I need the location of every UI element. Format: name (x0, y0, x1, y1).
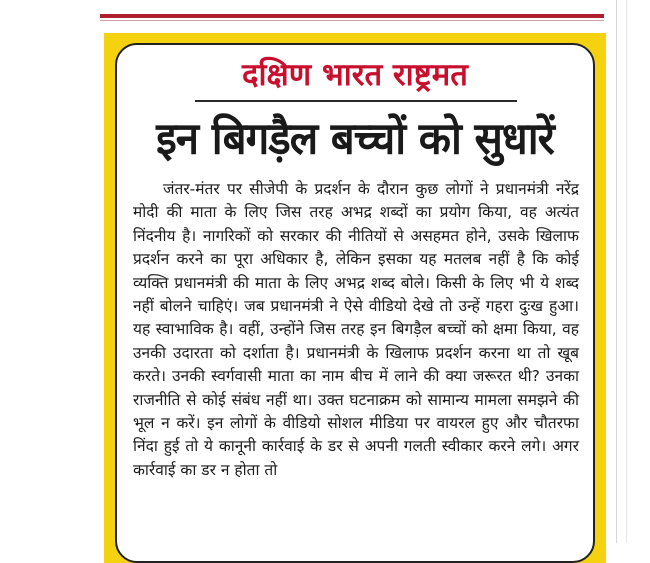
top-thin-rule (100, 20, 604, 21)
publication-name: दक्षिण भारत राष्ट्रमत (242, 57, 468, 93)
publication-underline (195, 100, 517, 102)
article-body: जंतर-मंतर पर सीजेपी के प्रदर्शन के दौरान कुछ लोगों ने प्रधानमंत्री नरेंद्र मोदी की माता के लिए जिस तरह अभद्र शब्दों का प्रयोग किया, वह अत्यंत निंदनीय है। नागरिकों को सरकार की नीतियों से असहमत होने, उसके खिलाफ प्रदर्शन करने का पूरा अधिकार है, लेकिन इसका यह मतलब नहीं है कि कोई व्यक्ति प्रधानमंत्री की माता के लिए अभद्र शब्द बोले। किसी के लिए भी ये शब्द नहीं बोलने चाहिएं। जब प्रधानमंत्री ने ऐसे वीडियो देखे तो उन्हें गहरा दुःख हुआ। यह स्वाभाविक है। वहीं, उन्होंने जिस तरह इन बिगड़ैल बच्चों को क्षमा किया, वह उनकी उदारता को दर्शाता है। प्रधानमंत्री के खिलाफ प्रदर्शन करना था तो खूब करते। उनकी स्वर्गवासी माता का नाम बीच में लाने की क्या जरूरत थी? उनका राजनीति से कोई संबंध नहीं था। उक्त घटनाक्रम को सामान्य मामला समझने की भूल न करें। इन लोगों के वीडियो सोशल मीडिया पर वायरल हुए और चौतरफा निंदा हुई तो ये कानूनी कार्रवाई के डर से अपनी गलती स्वीकार करने लगे। अगर कार्रवाई का डर न होता तो (133, 180, 579, 479)
editorial-box (115, 43, 595, 563)
column-divider (616, 0, 617, 543)
column-divider-secondary (626, 0, 627, 543)
top-red-rule (100, 14, 604, 18)
article-headline: इन बिगड़ैल बच्चों को सुधारें (156, 112, 554, 165)
